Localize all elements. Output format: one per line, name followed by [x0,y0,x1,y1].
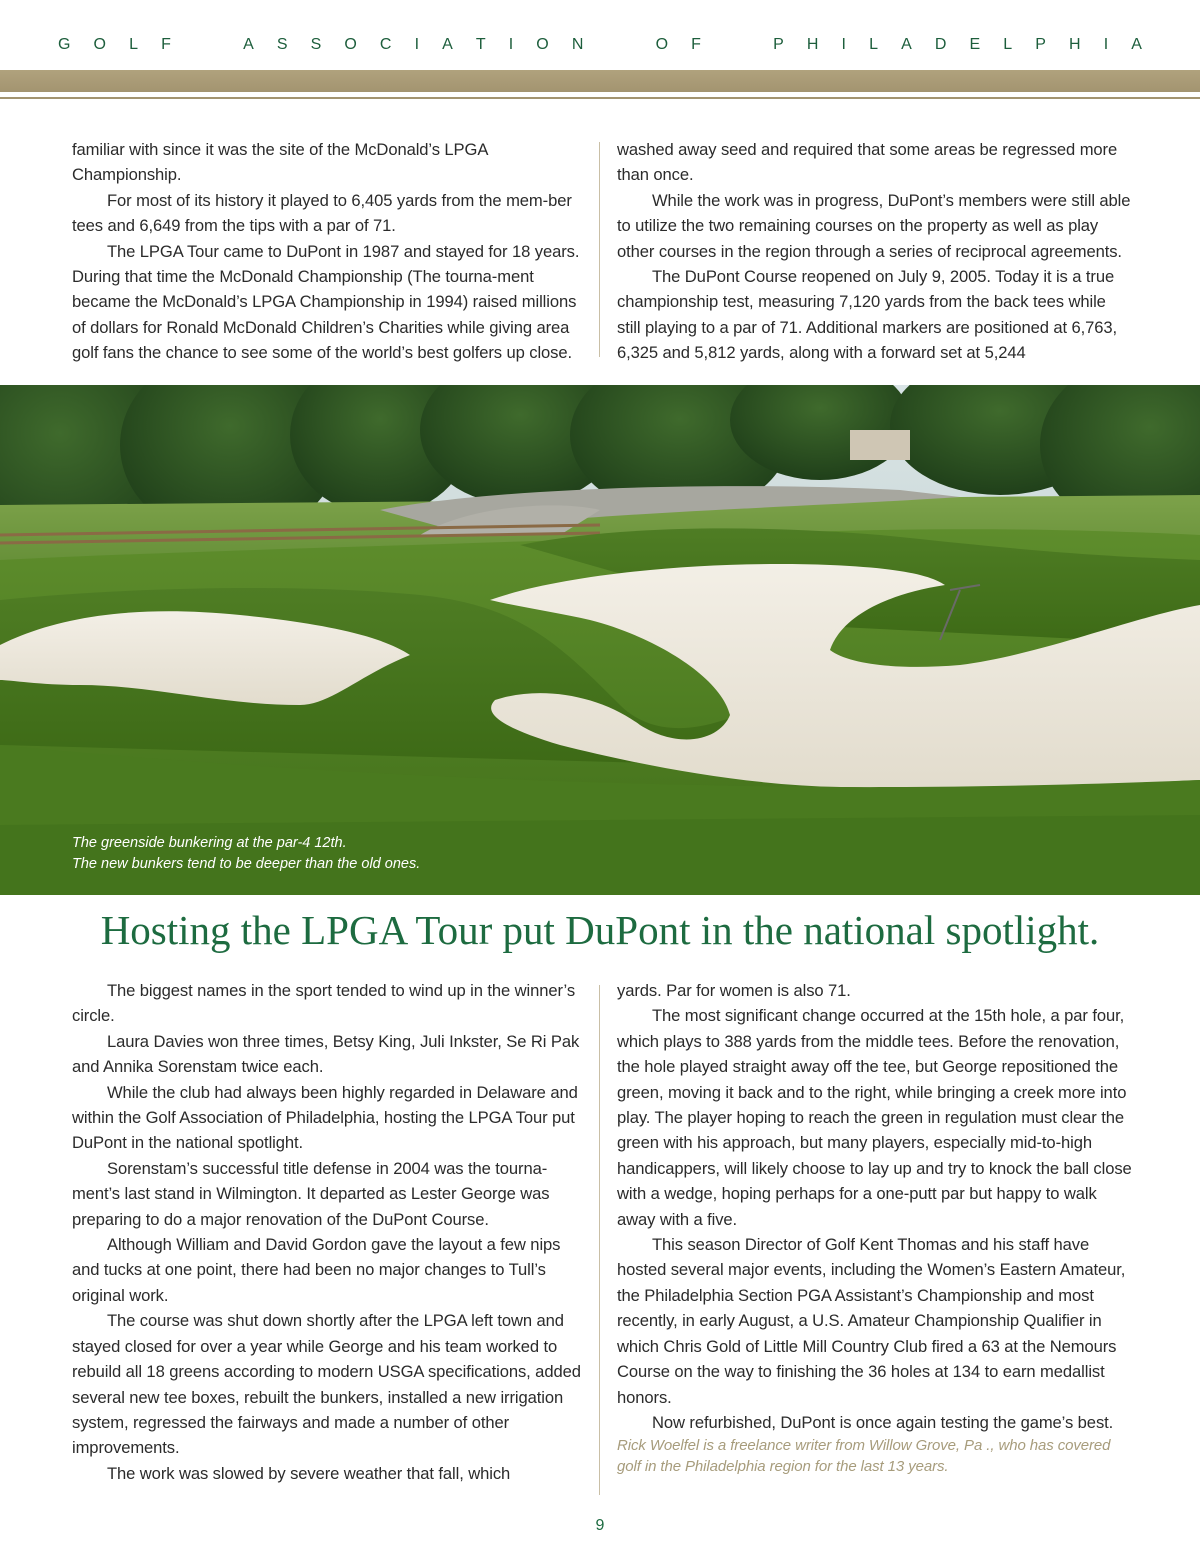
photo-caption [72,833,572,875]
header-letter: L [869,36,878,53]
header-letter: I [508,36,514,53]
header-letter: O [536,36,549,53]
word-gap [607,36,633,54]
caption-line: The new bunkers tend to be deeper than the old ones. [72,856,421,872]
paragraph: The DuPont Course reopened on July 9, 2005. Today it is a true championship test, measuring 7,120 yards from the back tees while still playing to a par of 71. Additional markers are positioned at 6,763, 6,325 and 5,812 yards, along with a forward set at 5,244 [617,267,1118,363]
author-note: Rick Woelfel is a freelance writer from Willow Grove, Pa ., who has covered golf in the Philadelphia region for the last 13 years. [617,1437,1111,1476]
header-letter: N [571,36,584,53]
top-left-column [72,137,584,366]
header-letter: E [969,36,981,53]
header-letter: O [93,36,106,53]
paragraph: washed away seed and required that some areas be regressed more than once. [617,140,1118,185]
word-gap [194,36,220,54]
paragraph: Sorenstam’s successful title defense in 2004 was the tourna-ment’s last stand in Wilmington. It departed as Lester George was preparing to do a major renovation of the DuPont Course. [72,1158,550,1229]
bottom-left-column [72,978,584,1486]
header-letter: A [1131,36,1142,53]
header-letter: F [691,36,701,53]
paragraph: Although William and David Gordon gave the layout a few nips and tucks at one point, there had been no major changes to Tull’s original work. [72,1235,561,1305]
publication-title [0,36,1200,54]
bottom-right-column [617,978,1132,1477]
paragraph: The LPGA Tour came to DuPont in 1987 and stayed for 18 years. During that time the McDonald Championship (The tourna-ment became the McDonald’s LPGA Championship in 1994) raised millions of dollars for Ronald McDonald Children’s Charities while giving area golf fans the chance to see some of the world’s best golfers up close. [72,241,580,363]
header-letter: S [310,36,322,53]
header-letter: O [344,36,357,53]
paragraph: While the work was in progress, DuPont’s members were still able to utilize the two remaining courses on the property as well as play other courses in the region through a series of reciprocal agreements. [617,190,1131,261]
paragraph: Laura Davies won three times, Betsy King, Juli Inkster, Se Ri Pak and Annika Sorenstam twice each. [72,1031,580,1077]
paragraph: The work was slowed by severe weather that fall, which [107,1463,511,1483]
page-number: 9 [595,1517,605,1534]
bunker-photo [0,385,1200,895]
header-letter: L [129,36,138,53]
header-letter: H [806,36,819,53]
paragraph: familiar with since it was the site of the McDonald’s LPGA Championship. [72,140,488,185]
paragraph: For most of its history it played to 6,405 yards from the mem-ber tees and 6,649 from the tips with a par of 71. [72,190,572,236]
pull-quote-headline: Hosting the LPGA Tour put DuPont in the national spotlight. [100,907,1100,953]
paragraph: The biggest names in the sport tended to wind up in the winner’s circle. [72,981,576,1026]
paragraph: The course was shut down shortly after the LPGA left town and stayed closed for over a year while George and his team worked to rebuild all 18 greens according to modern USGA specifications, added several new tee boxes, rebuilt the bunkers, installed a new irrigation system, regressed the fairways and made a number of other improvements. [72,1311,581,1458]
word-gap [724,36,750,54]
header-letter: I [414,36,420,53]
header-letter: P [773,36,784,53]
header-letter: A [442,36,453,53]
header-letter: S [276,36,288,53]
paragraph: Now refurbished, DuPont is once again testing the game’s best. [652,1412,1114,1432]
header-letter: C [379,36,392,53]
column-divider [599,985,600,1495]
header-letter: I [841,36,846,53]
header-letter: O [655,36,669,53]
top-right-column [617,137,1132,366]
header-bar [0,70,1200,92]
header-letter: L [1003,36,1013,53]
caption-line: The greenside bunkering at the par-4 12th. [72,835,347,851]
paragraph: This season Director of Golf Kent Thomas and his staff have hosted several major events, including the Women’s Eastern Amateur, the Philadelphia Section PGA Assistant’s Championship and most recently, in early August, a U.S. Amateur Championship Qualifier in which Chris Gold of Little Mill Country Club fired a 63 at the Nemours Course on the way to finishing the 36 holes at 134 to earn medallist honors. [617,1235,1126,1407]
header-letter: D [934,36,947,53]
header-letter: T [475,36,486,53]
paragraph: yards. Par for women is also 71. [617,981,851,1000]
header-letter: P [1035,36,1046,53]
header-letter: F [161,36,171,53]
column-divider [599,142,600,357]
paragraph: While the club had always been highly regarded in Delaware and within the Golf Association of Philadelphia, hosting the LPGA Tour put DuPont in the national spotlight. [72,1082,578,1153]
header-letter: I [1103,36,1109,53]
header-letter: A [901,36,912,53]
header-rule [0,97,1200,99]
paragraph: The most significant change occurred at the 15th hole, a par four, which plays to 388 yards from the middle tees. Before the renovation, the hole played straight away off the tee, but George repositioned the green, moving it back and to the right, while bringing a creek more into play. The player hoping to reach the green in regulation must clear the green with his approach, but many players, especially mid-to-high handicappers, will likely choose to lay up and try to knock the ball close with a wedge, hoping perhaps for a one-putt par but happy to walk away with a five. [617,1006,1132,1229]
header-letter: A [243,36,254,53]
header-letter: G [58,36,71,53]
header-letter: H [1069,36,1081,53]
